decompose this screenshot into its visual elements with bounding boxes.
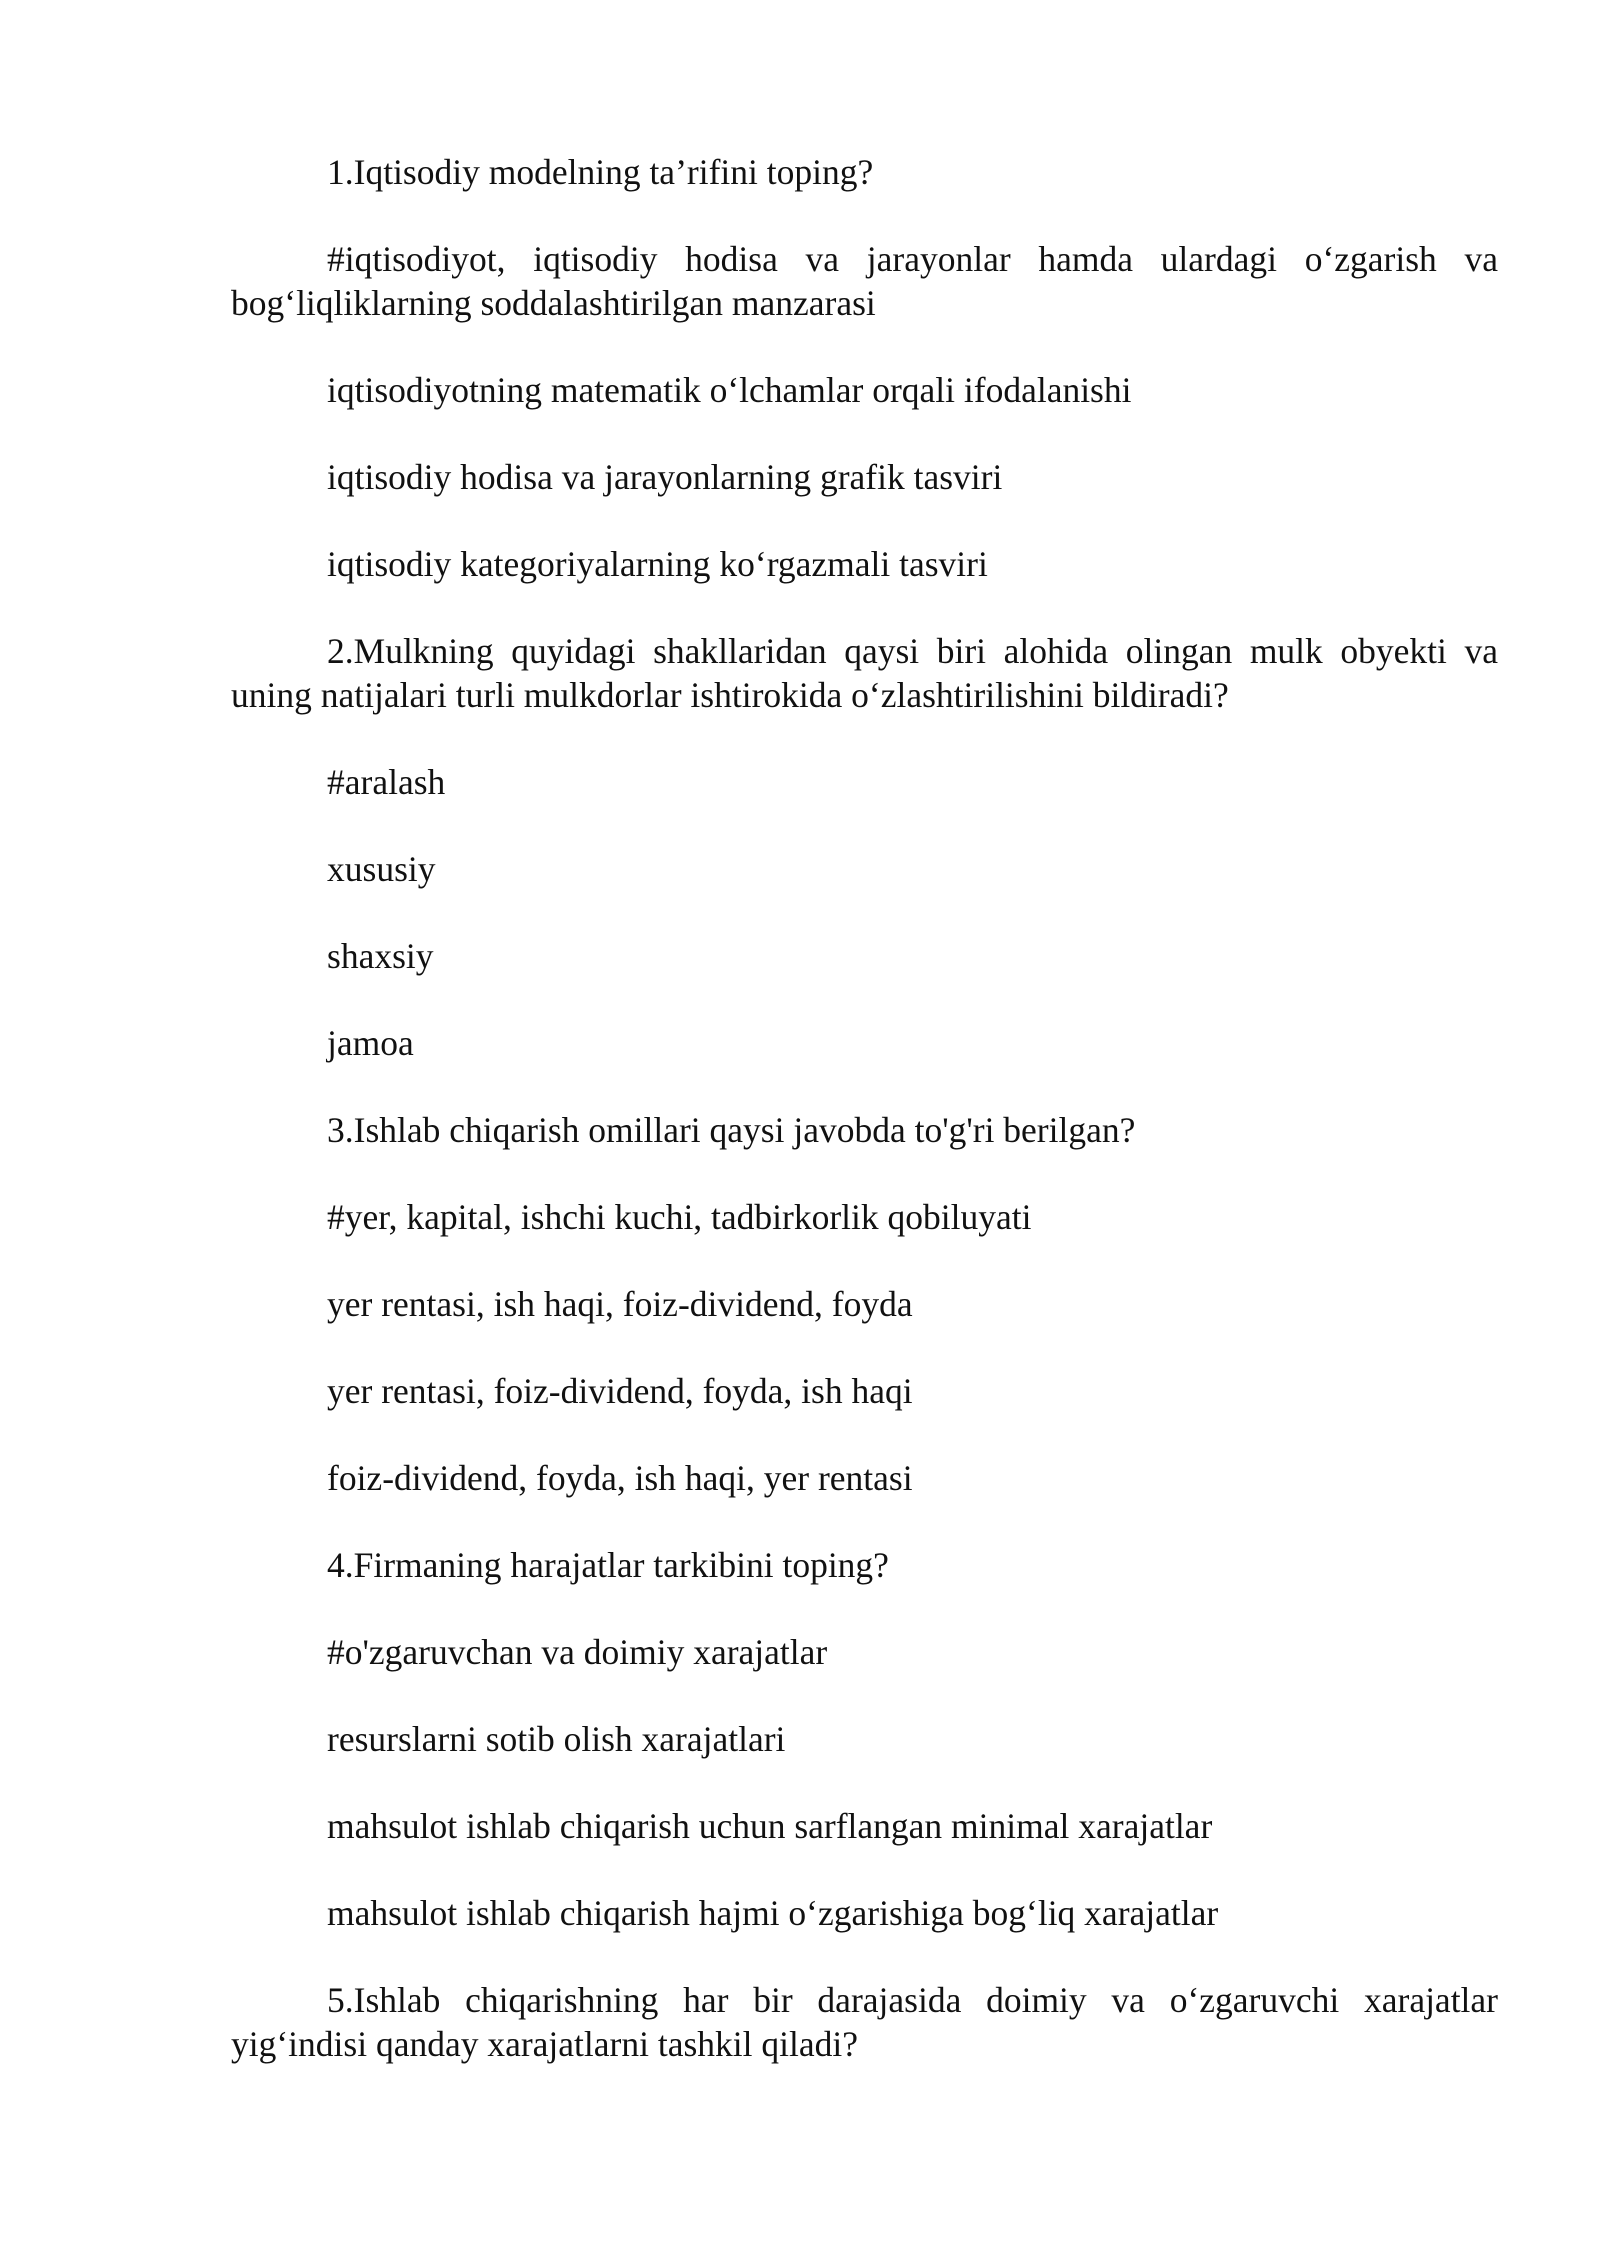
question-1: 1.Iqtisodiy modelning ta’rifini toping?: [327, 152, 874, 192]
question-5: 5.Ishlab chiqarishning har bir darajasida doimiy va o‘zgaruvchi xarajatlar yig‘indisi qanday xarajatlarni tashkil qiladi?: [231, 1980, 1498, 2064]
answer-2-option: shaxsiy: [327, 936, 434, 976]
question-2: 2.Mulkning quyidagi shakllaridan qaysi biri alohida olingan mulk obyekti va uning natijalari turli mulkdorlar ishtirokida o‘zlashtirilishini bildiradi?: [231, 631, 1498, 715]
question-3: 3.Ishlab chiqarish omillari qaysi javobda to'g'ri berilgan?: [327, 1110, 1136, 1150]
answer-4-option: mahsulot ishlab chiqarish hajmi o‘zgarishiga bog‘liq xarajatlar: [327, 1893, 1219, 1933]
document-body: [231, 150, 1498, 2109]
answer-2-correct: #aralash: [327, 762, 446, 802]
answer-2-option: xususiy: [327, 849, 436, 889]
answer-4-option: mahsulot ishlab chiqarish uchun sarflangan minimal xarajatlar: [327, 1806, 1213, 1846]
answer-3-correct: #yer, kapital, ishchi kuchi, tadbirkorlik qobiluyati: [327, 1197, 1032, 1237]
answer-1-option: iqtisodiy hodisa va jarayonlarning grafik tasviri: [327, 457, 1003, 497]
answer-1-option: iqtisodiyotning matematik o‘lchamlar orqali ifodalanishi: [327, 370, 1132, 410]
answer-3-option: yer rentasi, foiz-dividend, foyda, ish haqi: [327, 1371, 913, 1411]
answer-1-option: iqtisodiy kategoriyalarning ko‘rgazmali tasviri: [327, 544, 988, 584]
answer-3-option: foiz-dividend, foyda, ish haqi, yer rentasi: [327, 1458, 913, 1498]
answer-1-correct: #iqtisodiyot, iqtisodiy hodisa va jarayonlar hamda ulardagi o‘zgarish va bog‘liqliklarning soddalashtirilgan manzarasi: [231, 239, 1498, 323]
answer-2-option: jamoa: [327, 1023, 414, 1063]
answer-4-option: resurslarni sotib olish xarajatlari: [327, 1719, 786, 1759]
question-4: 4.Firmaning harajatlar tarkibini toping?: [327, 1545, 889, 1585]
answer-4-correct: #o'zgaruvchan va doimiy xarajatlar: [327, 1632, 828, 1672]
answer-3-option: yer rentasi, ish haqi, foiz-dividend, foyda: [327, 1284, 913, 1324]
